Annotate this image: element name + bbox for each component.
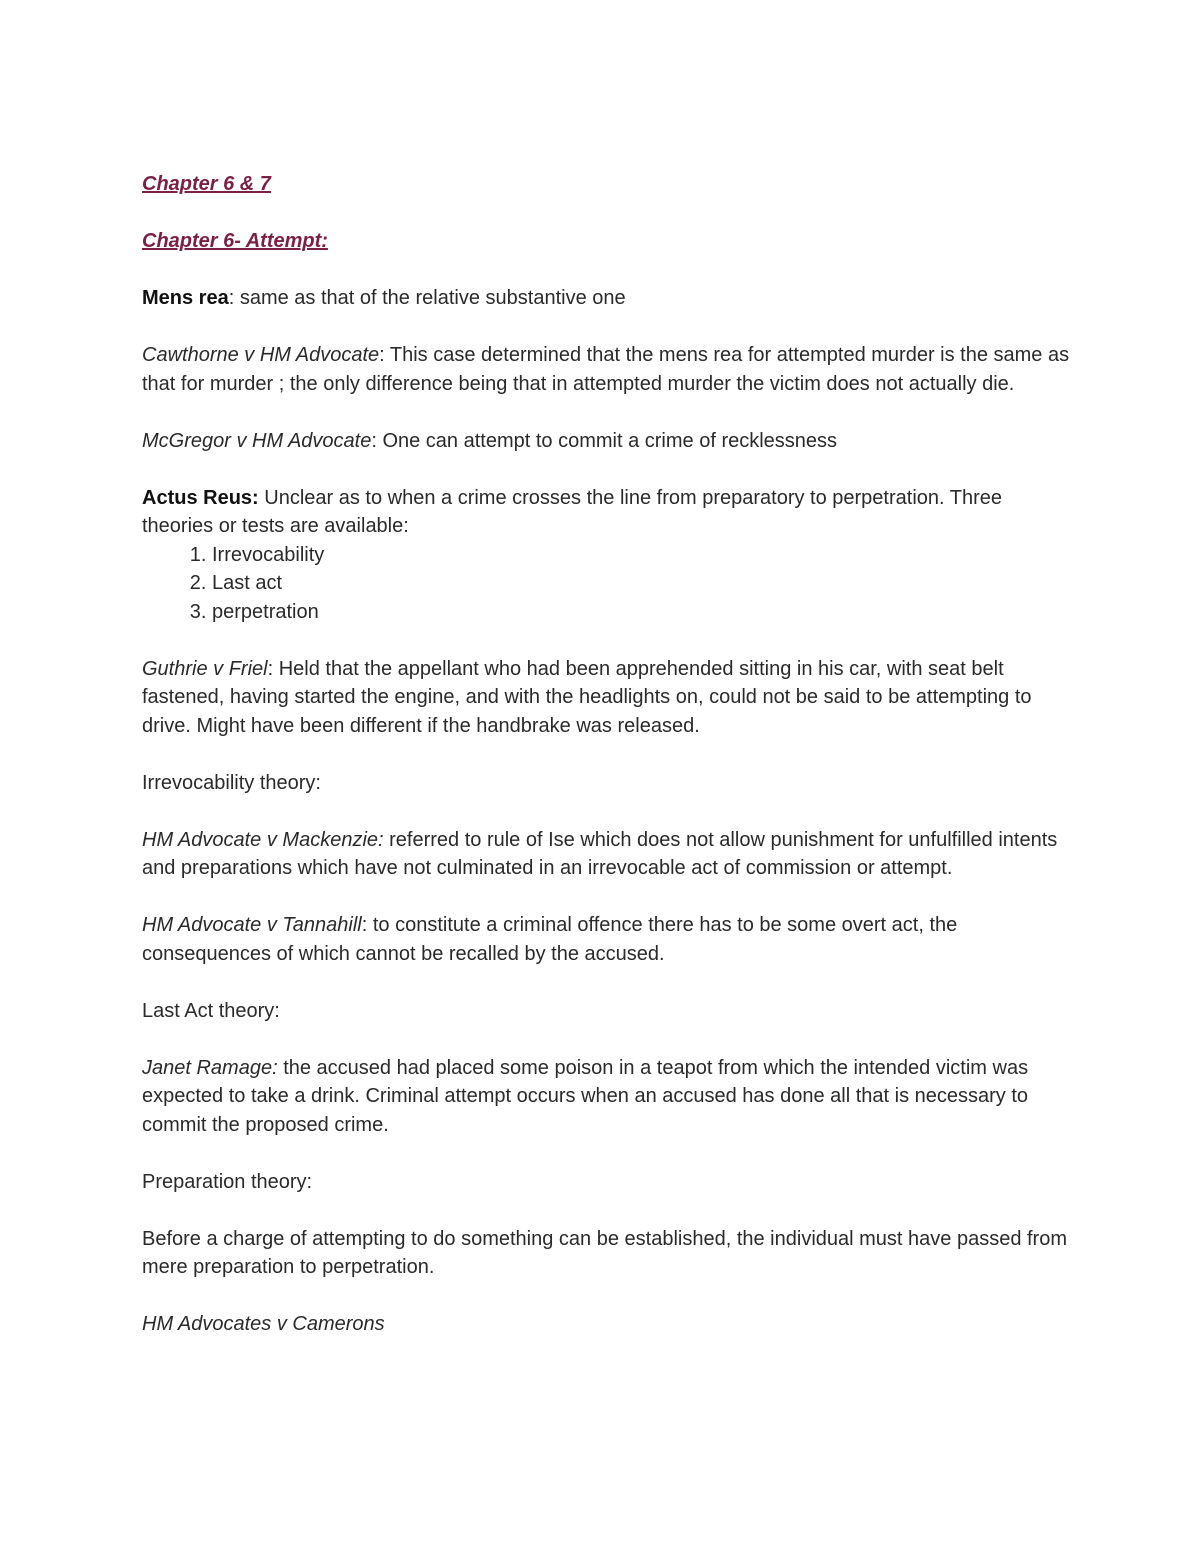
list-item: 1. Irrevocability	[212, 541, 1072, 570]
mcgregor-text: : One can attempt to commit a crime of recklessness	[371, 429, 838, 452]
actus-reus-term: Actus Reus:	[142, 486, 259, 509]
guthrie-paragraph	[142, 655, 1072, 741]
actus-reus-paragraph	[142, 484, 1072, 541]
irrevocability-heading: Irrevocability theory:	[142, 771, 321, 794]
chapter-subtitle: Chapter 6- Attempt:	[142, 230, 328, 252]
mackenzie-paragraph	[142, 826, 1072, 883]
guthrie-text: : Held that the appellant who had been apprehended sitting in his car, with seat belt fastened, having started the engine, and with the headlights on, could not be said to be attempting to drive. Might have been different if the handbrake was released.	[142, 657, 1032, 737]
cawthorne-paragraph	[142, 341, 1072, 398]
tannahill-case: HM Advocate v Tannahill	[142, 914, 362, 936]
mens-rea-text: : same as that of the relative substantive one	[228, 287, 626, 309]
tannahill-paragraph	[142, 911, 1072, 968]
mens-rea-term: Mens rea	[142, 287, 229, 309]
mens-rea-paragraph	[142, 284, 1072, 313]
cawthorne-text: : This case determined that the mens rea for attempted murder is the same as that for murder ; the only difference being that in attempted murder the victim does not actually die.	[142, 344, 1070, 395]
ramage-text: the accused had placed some poison in a teapot from which the intended victim was expected to take a drink. Criminal attempt occurs when an accused has done all that is necessary to commit the proposed crime.	[142, 1056, 1029, 1136]
document-page	[142, 170, 1072, 1367]
mackenzie-case: HM Advocate v Mackenzie:	[142, 828, 384, 851]
mcgregor-case: McGregor v HM Advocate	[142, 429, 372, 452]
ramage-paragraph	[142, 1054, 1072, 1140]
ramage-case: Janet Ramage:	[142, 1056, 278, 1079]
chapter-title: Chapter 6 & 7	[142, 173, 271, 195]
last-act-heading: Last Act theory:	[142, 999, 280, 1022]
tannahill-text: : to constitute a criminal offence there has to be some overt act, the consequences of which cannot be recalled by the accused.	[142, 914, 958, 965]
preparation-paragraph: Before a charge of attempting to do something can be established, the individual must have passed from mere preparation to perpetration.	[142, 1227, 1067, 1278]
cawthorne-case: Cawthorne v HM Advocate	[142, 344, 380, 366]
actus-reus-text: Unclear as to when a crime crosses the line from preparatory to perpetration. Three theories or tests are available:	[142, 486, 1003, 537]
preparation-heading: Preparation theory:	[142, 1170, 313, 1193]
mackenzie-text: referred to rule of Ise which does not allow punishment for unfulfilled intents and preparations which have not culminated in an irrevocable act of commission or attempt.	[142, 828, 1058, 879]
theories-list	[142, 541, 1072, 627]
guthrie-case: Guthrie v Friel	[142, 657, 268, 680]
mcgregor-paragraph	[142, 427, 1072, 456]
camerons-case: HM Advocates v Camerons	[142, 1313, 385, 1335]
list-item: 2. Last act	[212, 569, 1072, 598]
list-item: 3. perpetration	[212, 598, 1072, 627]
